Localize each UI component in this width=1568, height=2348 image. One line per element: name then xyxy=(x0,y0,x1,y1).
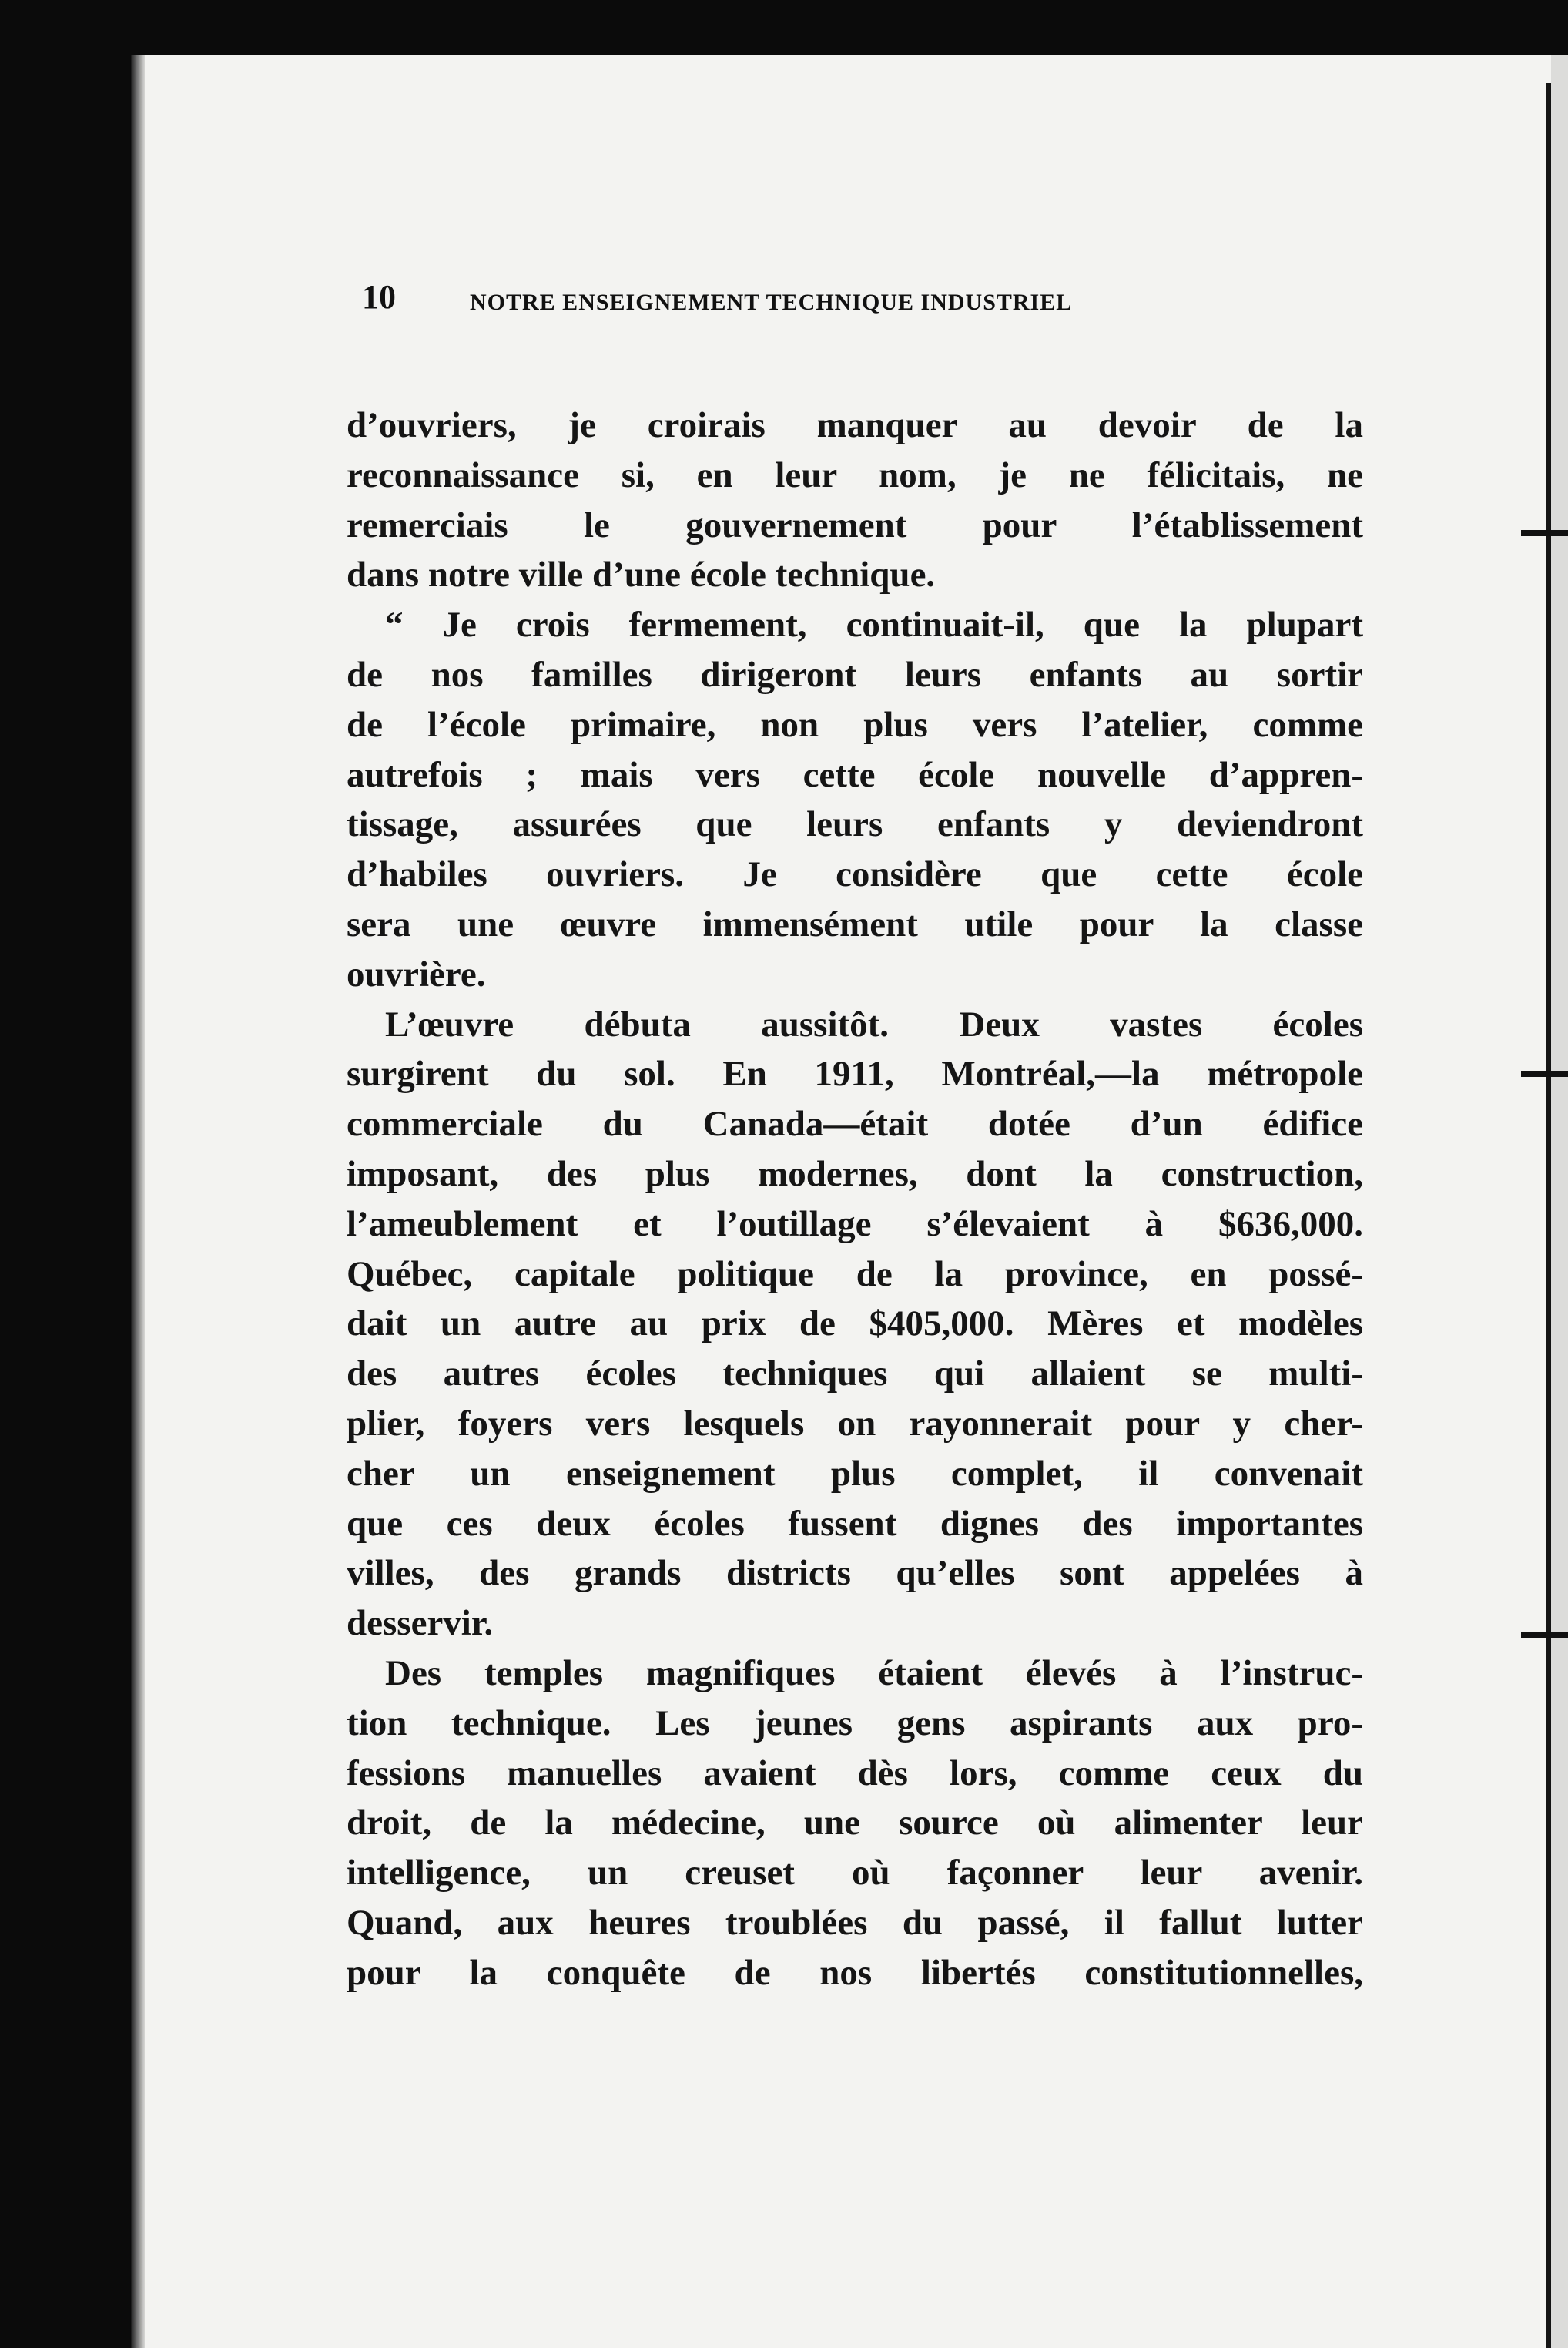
text-line: de l’école primaire, non plus vers l’atelier, comme xyxy=(347,704,1363,745)
text-line: villes, des grands districts qu’elles sont appelées à xyxy=(347,1553,1363,1594)
text-line: dait un autre au prix de $405,000. Mères et modèles xyxy=(347,1303,1363,1344)
text-line: tion technique. Les jeunes gens aspirants aux pro- xyxy=(347,1702,1363,1743)
text-line: dans notre ville d’une école technique. xyxy=(347,555,936,595)
text-line: remerciais le gouvernement pour l’établissement xyxy=(347,505,1363,545)
text-line: cher un enseignement plus complet, il convenait xyxy=(347,1453,1363,1494)
page-right-margin-strip xyxy=(1551,55,1568,2348)
text-line: Québec, capitale politique de la province, en possé- xyxy=(347,1253,1363,1294)
text-line: tissage, assurées que leurs enfants y deviendront xyxy=(347,804,1363,845)
text-line: Quand, aux heures troublées du passé, il fallut lutter xyxy=(347,1902,1363,1943)
text-line: commerciale du Canada—était dotée d’un édifice xyxy=(347,1104,1363,1145)
text-line: intelligence, un creuset où façonner leur avenir. xyxy=(347,1853,1363,1893)
text-line: Des temples magnifiques étaient élevés à l’instruc- xyxy=(385,1652,1363,1693)
page-left-edge-shadow xyxy=(131,55,145,2348)
running-title: NOTRE ENSEIGNEMENT TECHNIQUE INDUSTRIEL xyxy=(470,290,1073,315)
text-line: autrefois ; mais vers cette école nouvelle d’appren- xyxy=(347,754,1363,795)
text-line: plier, foyers vers lesquels on rayonnerait pour y cher- xyxy=(347,1403,1363,1444)
margin-tick-mark xyxy=(1521,1071,1568,1077)
text-line: “ Je crois fermement, continuait-il, que la plupart xyxy=(385,605,1363,646)
text-line: pour la conquête de nos libertés constitutionnelles, xyxy=(347,1952,1363,1993)
page-right-edge-line xyxy=(1546,83,1551,2348)
text-line: des autres écoles techniques qui allaient se multi- xyxy=(347,1353,1363,1394)
text-line: surgirent du sol. En 1911, Montréal,—la métropole xyxy=(347,1054,1363,1095)
text-line: droit, de la médecine, une source où alimenter leur xyxy=(347,1803,1363,1843)
paragraph xyxy=(347,600,1363,999)
text-line: que ces deux écoles fussent dignes des importantes xyxy=(347,1503,1363,1544)
paragraph xyxy=(347,401,1363,600)
text-line: imposant, des plus modernes, dont la construction, xyxy=(347,1153,1363,1194)
body-text xyxy=(347,401,1363,1998)
page-number: 10 xyxy=(362,278,396,316)
text-line: ouvrière. xyxy=(347,954,486,995)
text-line: de nos familles dirigeront leurs enfants au sortir xyxy=(347,654,1363,695)
text-line: reconnaissance si, en leur nom, je ne félicitais, ne xyxy=(347,455,1363,495)
margin-tick-mark xyxy=(1521,1632,1568,1638)
margin-tick-mark xyxy=(1521,530,1568,536)
text-line: sera une œuvre immensément utile pour la classe xyxy=(347,904,1363,944)
text-line: d’habiles ouvriers. Je considère que cette école xyxy=(347,854,1363,895)
paragraph xyxy=(347,1000,1363,1649)
text-line: l’ameublement et l’outillage s’élevaient à $636,000. xyxy=(347,1203,1363,1244)
text-line: d’ouvriers, je croirais manquer au devoir de la xyxy=(347,405,1363,445)
text-line: fessions manuelles avaient dès lors, comme ceux du xyxy=(347,1753,1363,1793)
text-line: desservir. xyxy=(347,1603,494,1644)
paragraph xyxy=(347,1649,1363,1998)
text-line: L’œuvre débuta aussitôt. Deux vastes écoles xyxy=(385,1004,1363,1045)
